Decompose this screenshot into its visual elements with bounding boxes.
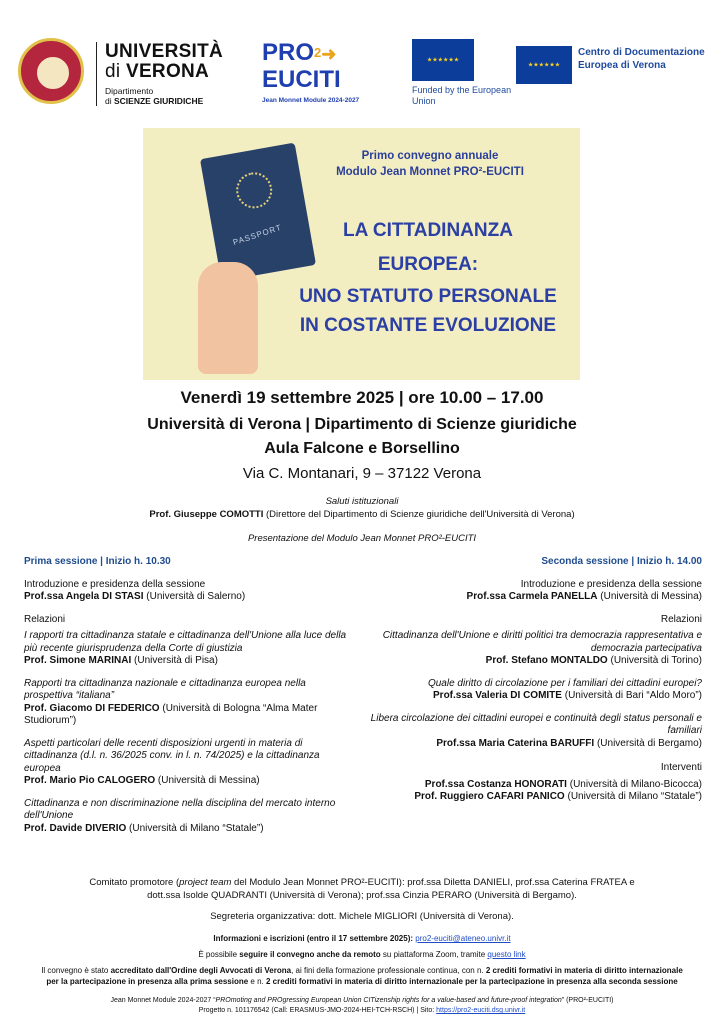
event-room: Aula Falcone e Borsellino — [264, 440, 460, 457]
email-link[interactable]: pro2-euciti@ateneo.univr.it — [415, 934, 511, 943]
passport-image: PASSPORT — [200, 143, 316, 282]
presentazione-label: Presentazione del Modulo Jean Monnet PRO²-EUCITI — [247, 533, 477, 544]
zoom-link[interactable]: questo link — [487, 950, 526, 959]
banner-title-line: UNO STATUTO PERSONALE — [299, 286, 557, 307]
banner-subtitle: Primo convegno annuale — [361, 150, 499, 162]
project-info: Jean Monnet Module 2024-2027 “PROmoting and PROgressing European Union CITizenship rights for a value-based and future-proof integration” (PRO²-EUCITI) Progetto n. 101176542 (Call: ERASMUS-JMO-2024-HEI-TCH-RSCH) | Sito: https://pro2-euciti.dsg.univr.it — [110, 997, 614, 1014]
talk-item: I rapporti tra cittadinanza statale e cittadinanza dell'Unione alla luce della più recente giurisprudenza della Corte di giustizia Prof. Simone MARINAI (Università di Pisa) — [24, 630, 347, 666]
speaker-item: Prof. Ruggiero CAFARI PANICO (Università di Milano “Statale”) — [414, 791, 702, 802]
comitato-text: Comitato promotore (project team del Modulo Jean Monnet PRO²-EUCITI): prof.ssa Diletta DANIELI, prof.ssa Caterina FRATEA e dott.ssa Isolde QUADRANTI (Università di Verona); prof.ssa Cinzia PERARO (Università di Bergamo). — [89, 877, 635, 901]
event-venue: Università di Verona | Dipartimento di Scienze giuridiche — [147, 416, 577, 433]
talk-item: Cittadinanza dell'Unione e diritti politici tra democrazia rappresentativa e democrazia partecipativa Prof. Stefano MONTALDO (Università di Torino) — [382, 630, 702, 666]
accreditation-text: Il convegno è stato accreditato dall'Ordine degli Avvocati di Verona, ai fini della formazione professionale continua, con n. 2 crediti formativi in materia di diritto internazionale per la partecipazione in presenza alla prima sessione e n. 2 crediti formativi in materia di diritto internazionale per la partecipazione in presenza alla seconda sessione — [41, 966, 683, 986]
info-text: Informazioni e iscrizioni (entro il 17 settembre 2025): pro2-euciti@ateneo.univr.it — [213, 934, 511, 943]
talk-item: Aspetti particolari delle recenti disposizioni urgenti in materia di cittadinanza (d.l. n. 36/2025 conv. in l. n. 74/2025) e la cittadinanza europea Prof. Mario Pio CALOGERO (Università di Messina) — [24, 737, 320, 786]
talk-item: Cittadinanza e non discriminazione nella disciplina del mercato interno dell'Unione Prof. Davide DIVERIO (Università di Milano “Statale”) — [24, 797, 336, 834]
saluti-speaker: Prof. Giuseppe COMOTTI (Direttore del Dipartimento di Scienze giuridiche dell'Università di Verona) — [149, 509, 575, 520]
talk-item: Quale diritto di circolazione per i familiari dei cittadini europei? Prof.ssa Valeria DI COMITE (Università di Bari “Aldo Moro”) — [427, 677, 702, 701]
talk-item: Rapporti tra cittadinanza nazionale e cittadinanza europea nella prospettiva “italiana” Prof. Giacomo DI FEDERICO (Università di Bologna “Alma Mater Studiorum”) — [24, 677, 318, 726]
arrow-icon: ➜ — [321, 44, 337, 64]
session2: Seconda sessione | Inizio h. 14.00 Introduzione e presidenza della sessione Prof.ssa Carmela PANELLA (Università di Messina) Relazioni Cittadinanza dell'Unione e diritti politici tra democrazia rappresentativa e democrazia partecipativa Prof. Stefano MONTALDO (Università di Torino) Quale diritto di circolazione per i familiari dei cittadini europei? Prof.ssa Valeria DI COMITE (Università di Bari “Aldo Moro”) Libera circolazione dei cittadini europei e continuità degli status personali e familiari Prof.ssa Maria Caterina BARUFFI (Università di Bergamo) Interventi Prof.ssa Costanza HONORATI (Università di Milano-Bicocca) Prof. Ruggiero CAFARI PANICO (Università di Milano “Statale”) — [370, 556, 702, 802]
banner-title-line: LA CITTADINANZA — [343, 220, 513, 241]
speaker-item: Prof.ssa Costanza HONORATI (Università di Milano-Bicocca) — [424, 778, 702, 790]
session1: Prima sessione | Inizio h. 10.30 Introduzione e presidenza della sessione Prof.ssa Angela DI STASI (Università di Salerno) Relazioni I rapporti tra cittadinanza statale e cittadinanza dell'Unione alla luce della più recente giurisprudenza della Corte di giustizia Prof. Simone MARINAI (Università di Pisa) Rapporti tra cittadinanza nazionale e cittadinanza europea nella prospettiva “italiana” Prof. Giacomo DI FEDERICO (Università di Bologna “Alma Mater Studiorum”) Aspetti particolari delle recenti disposizioni urgenti in materia di cittadinanza (d.l. n. 36/2025 conv. in l. n. 74/2025) e la cittadinanza europea Prof. Mario Pio CALOGERO (Università di Messina) Cittadinanza e non discriminazione nella disciplina del mercato interno dell'Unione Prof. Davide DIVERIO (Università di Milano “Statale”) — [24, 556, 354, 835]
remote-text: È possibile seguire il convegno anche da remoto su piattaforma Zoom, tramite questo link — [198, 950, 526, 959]
session1-heading: Prima sessione | Inizio h. 10.30 — [24, 556, 171, 567]
session2-heading: Seconda sessione | Inizio h. 14.00 — [541, 556, 702, 567]
pro2-euciti-logo: PRO$^2$➜ EUCITI Jean Monnet Module 2024-2027 — [262, 39, 360, 104]
event-date: Venerdì 19 settembre 2025 | ore 10.00 – 17.00 — [180, 388, 544, 407]
hand-image — [198, 262, 258, 374]
talk-item: Libera circolazione dei cittadini europei e continuità degli status personali e familiari Prof.ssa Maria Caterina BARUFFI (Università di Bergamo) — [370, 712, 702, 749]
eu-flag-icon: ★★★★★★ — [412, 39, 474, 81]
segreteria-text: Segreteria organizzativa: dott. Michele MIGLIORI (Università di Verona). — [210, 911, 514, 922]
university-seal-logo — [18, 38, 84, 104]
university-logo: UNIVERSITÀ di VERONA Dipartimento di SCIENZE GIURIDICHE — [96, 42, 236, 106]
saluti-label: Saluti istituzionali — [325, 496, 399, 507]
project-site-link[interactable]: https://pro2-euciti.dsg.univr.it — [436, 1007, 526, 1014]
eu-flag-icon: ★★★★★★ — [516, 46, 572, 84]
cde-label: Centro di Documentazione Europea di Verona — [578, 47, 705, 71]
eu-stars-icon — [233, 169, 275, 211]
funded-by-eu-label: Funded by the European Union — [412, 85, 512, 106]
banner-title-line: IN COSTANTE EVOLUZIONE — [299, 315, 557, 336]
event-address: Via C. Montanari, 9 – 37122 Verona — [242, 465, 482, 482]
banner-subtitle: Modulo Jean Monnet PRO²-EUCITI — [336, 166, 524, 178]
banner-title-line: EUROPEA: — [377, 254, 479, 275]
